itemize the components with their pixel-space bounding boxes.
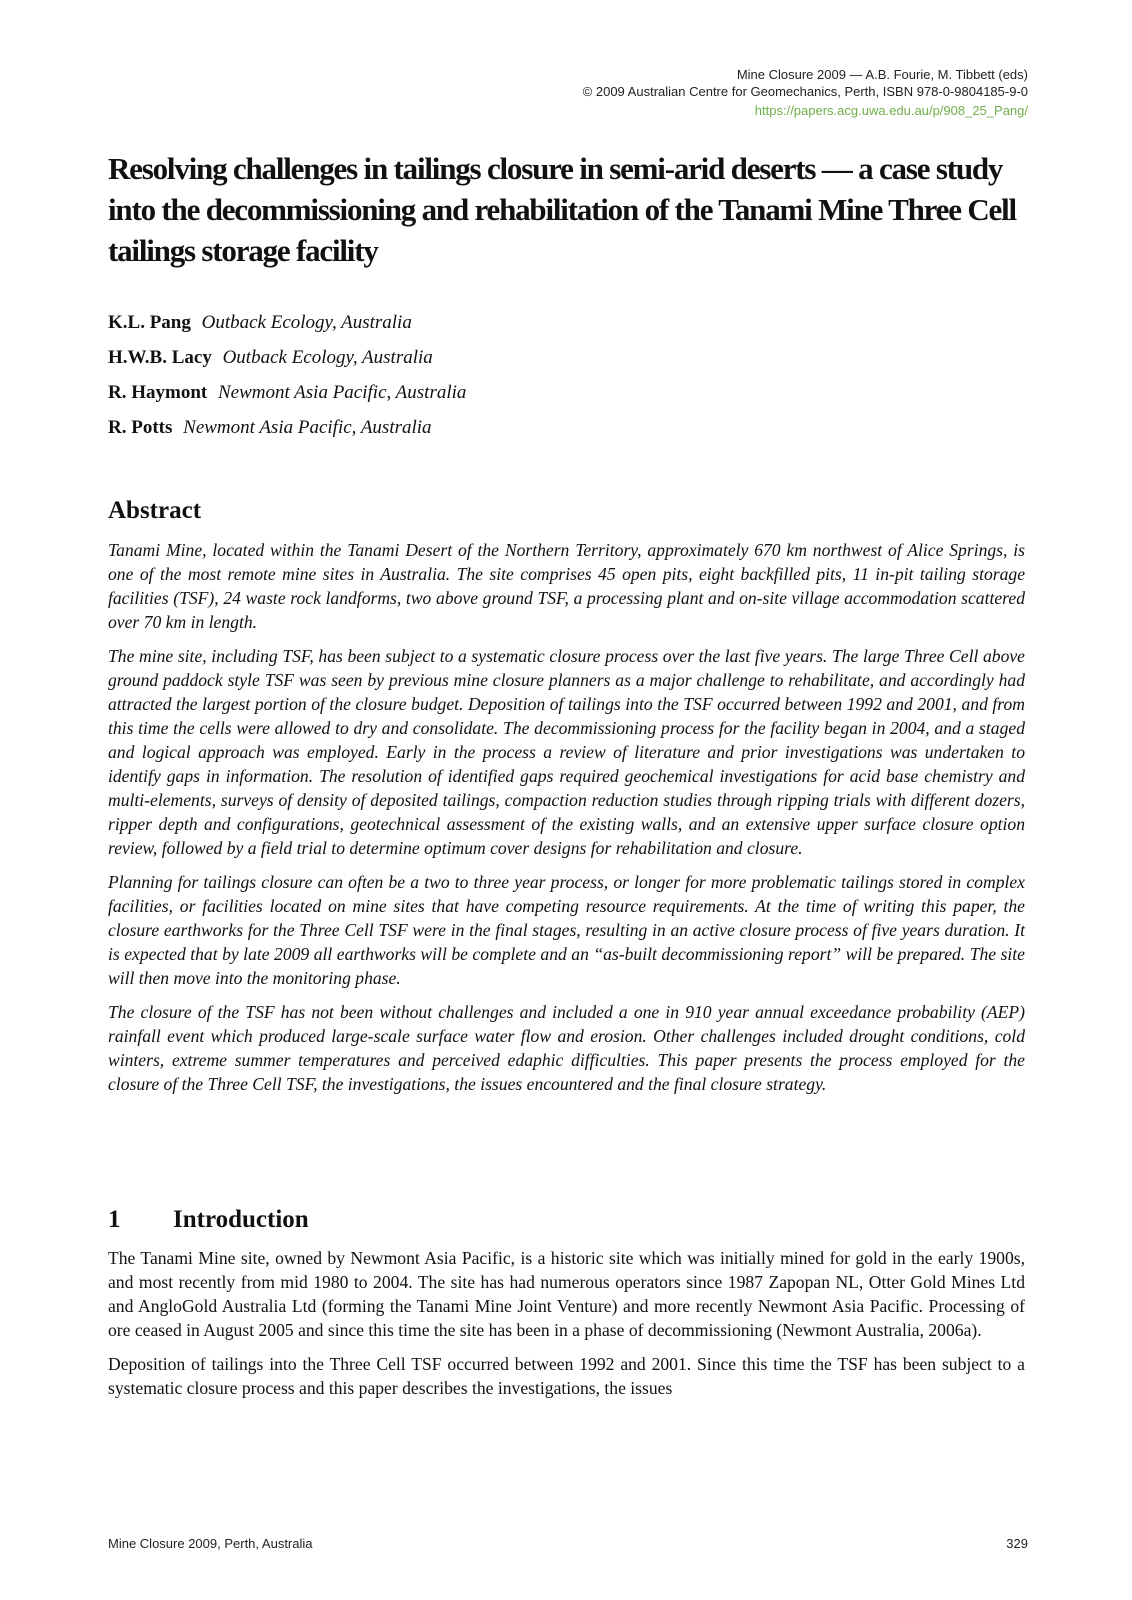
author-name: R. Haymont — [108, 382, 208, 403]
introduction-body — [108, 1246, 1025, 1410]
author-entry — [108, 305, 908, 340]
section-title: Introduction — [173, 1206, 309, 1233]
section-number: 1 — [108, 1206, 121, 1233]
author-list — [108, 305, 908, 445]
section-heading-introduction — [108, 1206, 309, 1234]
author-name: R. Potts — [108, 417, 173, 438]
author-affiliation: Newmont Asia Pacific, Australia — [217, 382, 467, 403]
abstract-paragraph: The closure of the TSF has not been without challenges and included a one in 910 year annual exceedance probability (AEP) rainfall event which produced large-scale surface water flow and erosion. Other challenges included drought conditions, cold winters, extreme summer temperatures and perceived edaphic difficulties. This paper presents the process employed for the closure of the Three Cell TSF, the investigations, the issues encountered and the final closure strategy. — [108, 1002, 1025, 1094]
abstract-heading: Abstract — [108, 497, 202, 524]
author-affiliation: Outback Ecology, Australia — [222, 347, 433, 368]
author-entry — [108, 340, 908, 375]
paper-title: Resolving challenges in tailings closure in semi-arid deserts — a case study into the decommissioning and rehabilitation of the Tanami Mine Three Cell tailings storage facility — [108, 151, 1016, 268]
abstract-paragraph: Planning for tailings closure can often be a two to three year process, or longer for more problematic tailings stored in complex facilities, or facilities located on mine sites that have competing resource requirements. At the time of writing this paper, the closure earthworks for the Three Cell TSF were in the final stages, resulting in an active closure process of five years duration. It is expected that by late 2009 all earthworks will be complete and an “as-built decommissioning report” will be prepared. The site will then move into the monitoring phase. — [108, 872, 1025, 988]
page-number: 329 — [1006, 1536, 1028, 1551]
header-proceedings-line: Mine Closure 2009 — A.B. Fourie, M. Tibbett (eds) — [736, 67, 1028, 82]
footer-conference: Mine Closure 2009, Perth, Australia — [108, 1536, 313, 1551]
author-name: H.W.B. Lacy — [108, 347, 212, 368]
running-header — [583, 66, 1028, 119]
author-affiliation: Outback Ecology, Australia — [201, 312, 412, 333]
abstract-paragraph: Tanami Mine, located within the Tanami Desert of the Northern Territory, approximately 670 km northwest of Alice Springs, is one of the most remote mine sites in Australia. The site comprises 45 open pits, eight backfilled pits, 11 in-pit tailing storage facilities (TSF), 24 waste rock landforms, two above ground TSF, a processing plant and on-site village accommodation scattered over 70 km in length. — [108, 540, 1025, 632]
author-entry — [108, 410, 908, 445]
paper-url-link[interactable]: https://papers.acg.uwa.edu.au/p/908_25_Pang/ — [754, 103, 1028, 118]
abstract-body — [108, 538, 1025, 1106]
author-affiliation: Newmont Asia Pacific, Australia — [183, 417, 432, 438]
body-paragraph: The Tanami Mine site, owned by Newmont Asia Pacific, is a historic site which was initially mined for gold in the early 1900s, and most recently from mid 1980 to 2004. The site has had numerous operators since 1987 Zapopan NL, Otter Gold Mines Ltd and AngloGold Australia Ltd (forming the Tanami Mine Joint Venture) and more recently Newmont Asia Pacific. Processing of ore ceased in August 2005 and since this time the site has been in a phase of decommissioning (Newmont Australia, 2006a). — [108, 1248, 1025, 1340]
abstract-paragraph: The mine site, including TSF, has been subject to a systematic closure process over the last five years. The large Three Cell above ground paddock style TSF was seen by previous mine closure planners as a major challenge to rehabilitate, and accordingly had attracted the largest portion of the closure budget. Deposition of tailings into the TSF occurred between 1992 and 2001, and from this time the cells were allowed to dry and consolidate. The decommissioning process for the facility began in 2004, and a staged and logical approach was employed. Early in the process a review of literature and prior investigations was undertaken to identify gaps in information. The resolution of identified gaps required geochemical investigations for acid base chemistry and multi-elements, surveys of density of deposited tailings, compaction reduction studies through ripping trials with different dozers, ripper depth and configurations, geotechnical assessment of the existing walls, and an extensive upper surface closure option review, followed by a field trial to determine optimum cover designs for rehabilitation and closure. — [108, 646, 1025, 858]
header-copyright-line: © 2009 Australian Centre for Geomechanics, Perth, ISBN 978-0-9804185-9-0 — [582, 84, 1028, 99]
author-entry — [108, 375, 908, 410]
author-name: K.L. Pang — [108, 312, 191, 333]
body-paragraph: Deposition of tailings into the Three Cell TSF occurred between 1992 and 2001. Since this time the TSF has been subject to a systematic closure process and this paper describes the investigations, the issues — [108, 1354, 1025, 1398]
